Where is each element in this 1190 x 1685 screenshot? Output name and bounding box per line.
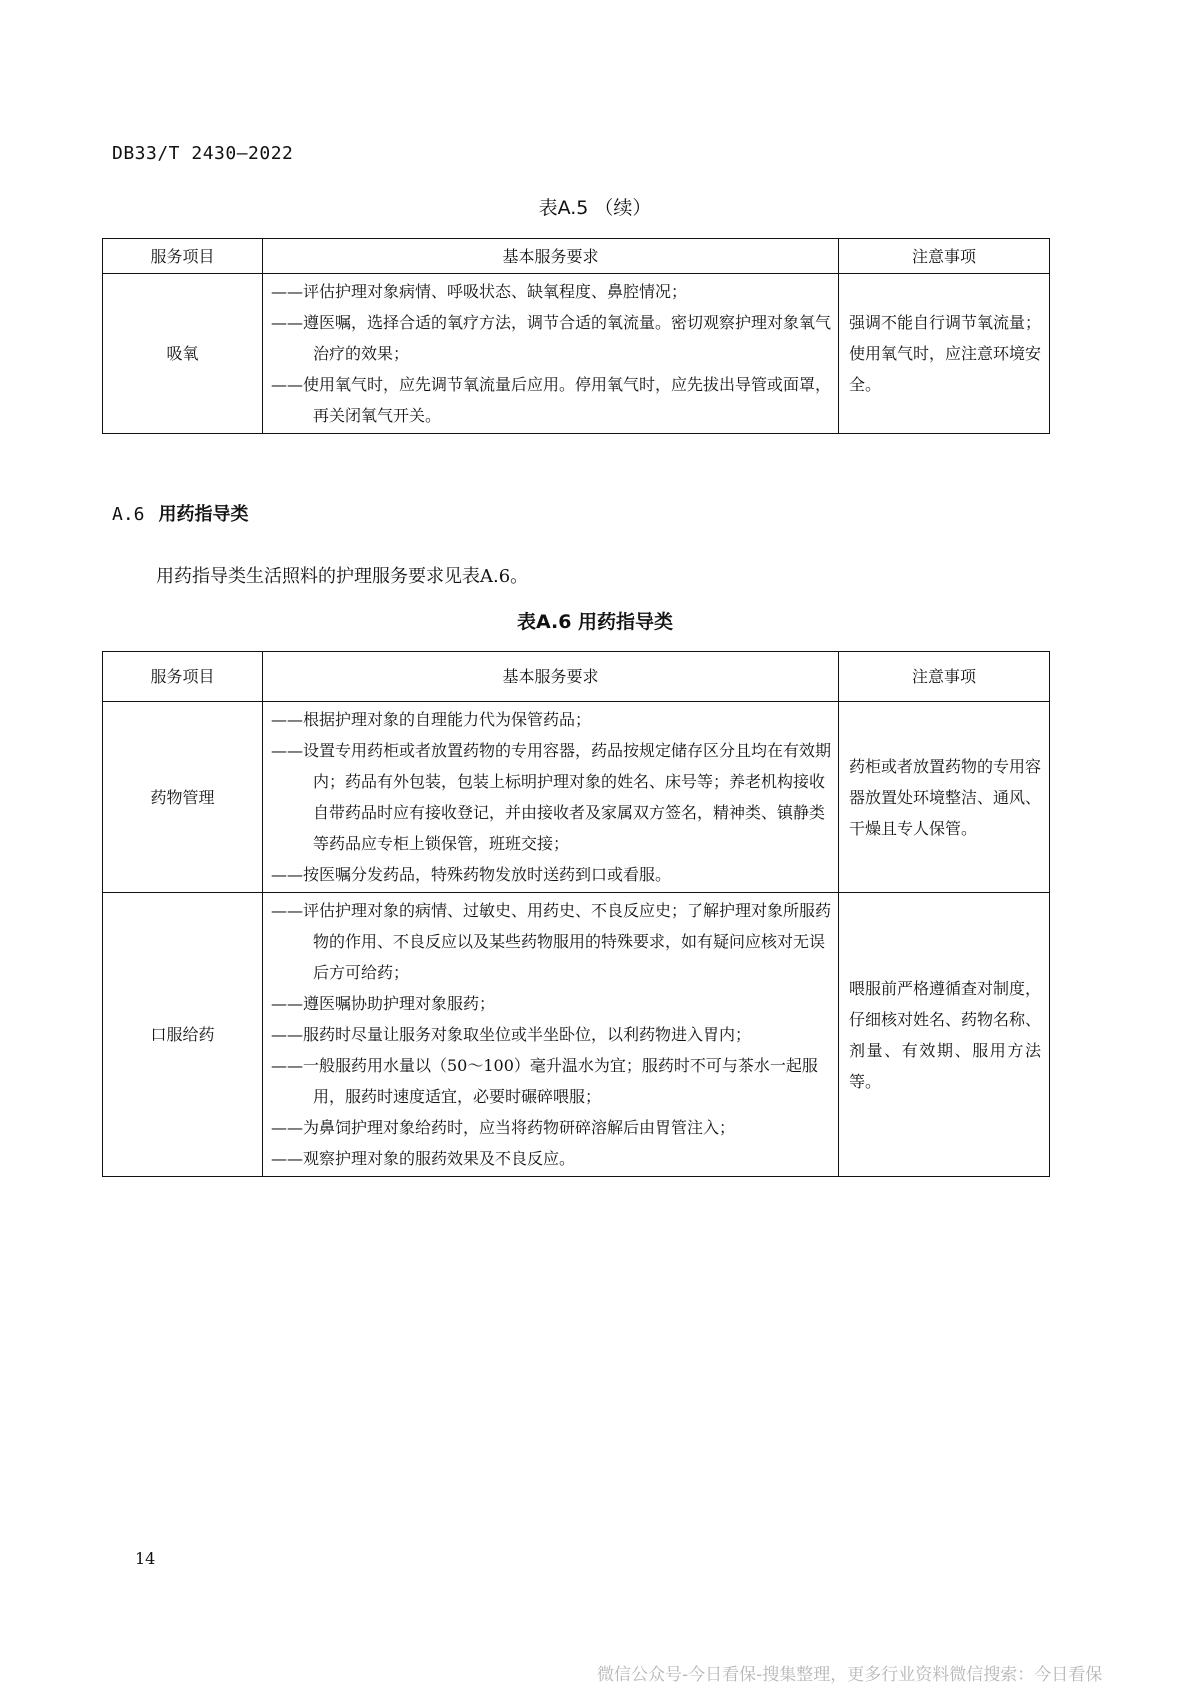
requirement-line: ——为鼻饲护理对象给药时，应当将药物研碎溶解后由胃管注入； [271, 1118, 736, 1137]
table-row [103, 274, 1050, 434]
row-notes [839, 702, 1050, 893]
table-row [103, 893, 1050, 1177]
table-a5-header-row [103, 239, 1050, 274]
table-a6-header-row [103, 652, 1050, 702]
row-requirements [263, 893, 839, 1177]
requirement-line: ——根据护理对象的自理能力代为保管药品； [271, 710, 592, 729]
header-basic-requirements: 基本服务要求 [263, 652, 839, 702]
row-service-item: 吸氧 [103, 274, 263, 434]
requirement-line: ——观察护理对象的服药效果及不良反应。 [271, 1149, 576, 1168]
requirement-line: ——服药时尽量让服务对象取坐位或半坐卧位，以利药物进入胃内； [271, 1025, 752, 1044]
table-a6-title: 表A.6 用药指导类 [516, 611, 674, 633]
header-notes: 注意事项 [839, 652, 1050, 702]
requirement-line: ——评估护理对象的病情、过敏史、用药史、不良反应史；了解护理对象所服药物的作用、不良反应以及某些药物服用的特殊要求，如有疑问应核对无误后方可给药； [271, 901, 832, 982]
watermark-text: 微信公众号-今日看保-搜集整理，更多行业资料微信搜索：今日看保 [597, 1665, 1103, 1685]
note-text: 强调不能自行调节氧流量；使用氧气时，应注意环境安全。 [849, 313, 1042, 394]
requirement-line: ——遵医嘱协助护理对象服药； [271, 994, 496, 1013]
requirement-line: ——按医嘱分发药品，特殊药物发放时送药到口或看服。 [271, 865, 672, 884]
requirement-line: ——设置专用药柜或者放置药物的专用容器，药品按规定储存区分且均在有效期内；药品有外包装，包装上标明护理对象的姓名、床号等；养老机构接收自带药品时应有接收登记，并由接收者及家属双方签名，精神类、镇静类等药品应专柜上锁保管，班班交接； [271, 741, 832, 853]
table-a6 [102, 651, 1050, 1177]
document-id: DB33/T 2430—2022 [112, 143, 294, 164]
requirement-line: ——评估护理对象病情、呼吸状态、缺氧程度、鼻腔情况； [271, 282, 688, 301]
header-service-item: 服务项目 [103, 239, 263, 274]
row-requirements [263, 702, 839, 893]
table-a5 [102, 238, 1050, 434]
row-service-item: 口服给药 [103, 893, 263, 1177]
row-notes [839, 893, 1050, 1177]
table-row [103, 702, 1050, 893]
requirement-line: ——遵医嘱，选择合适的氧疗方法，调节合适的氧流量。密切观察护理对象氧气治疗的效果； [271, 313, 832, 363]
row-requirements [263, 274, 839, 434]
row-service-item: 药物管理 [103, 702, 263, 893]
note-text: 药柜或者放置药物的专用容器放置处环境整洁、通风、干燥且专人保管。 [849, 756, 1042, 838]
section-paragraph: 用药指导类生活照料的护理服务要求见表A.6。 [156, 566, 529, 587]
page-number: 14 [135, 1549, 156, 1568]
requirement-line: ——使用氧气时，应先调节氧流量后应用。停用氧气时，应先拔出导管或面罩，再关闭氧气开关。 [271, 375, 832, 425]
section-title: 用药指导类 [158, 504, 249, 525]
requirement-line: ——一般服药用水量以（50～100）毫升温水为宜；服药时不可与茶水一起服用，服药时速度适宜，必要时碾碎喂服； [271, 1056, 818, 1106]
header-notes: 注意事项 [839, 239, 1050, 274]
table-a5-title: 表A.5 （续） [538, 197, 652, 219]
header-basic-requirements: 基本服务要求 [263, 239, 839, 274]
section-heading [112, 500, 249, 526]
note-text: 喂服前严格遵循查对制度，仔细核对姓名、药物名称、剂量、有效期、服用方法等。 [849, 978, 1042, 1091]
section-number: A.6 [112, 504, 145, 525]
row-notes [839, 274, 1050, 434]
header-service-item: 服务项目 [103, 652, 263, 702]
